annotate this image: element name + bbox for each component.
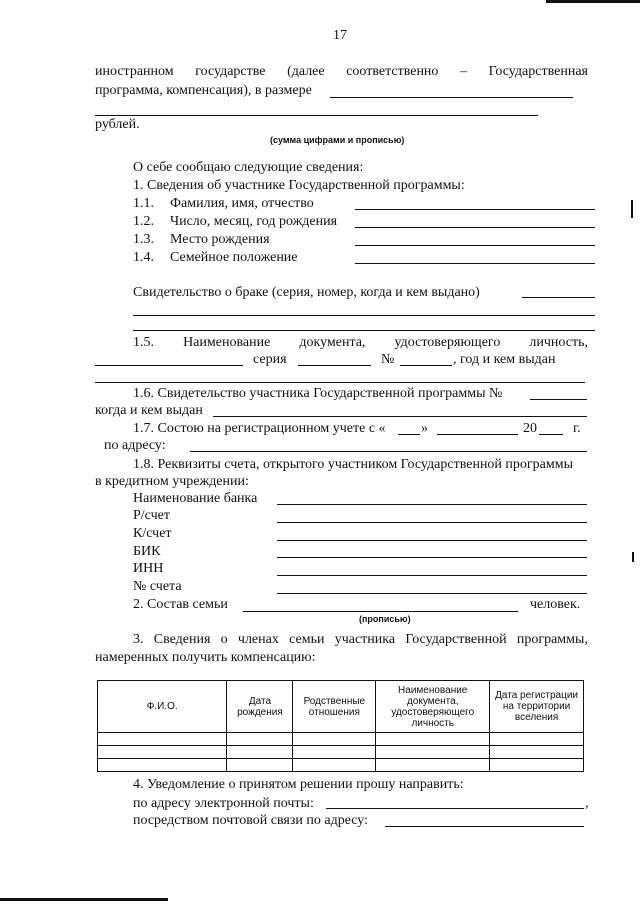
item16-label: 1.6. Свидетельство участника Государственной программы №: [133, 386, 503, 401]
corr-account-field[interactable]: [277, 540, 587, 541]
table-cell[interactable]: [293, 733, 376, 746]
item18-line-1: 1.8. Реквизиты счета, открытого участником Государственной программы: [133, 457, 574, 472]
birth-date-field[interactable]: [355, 227, 595, 228]
table-cell[interactable]: [227, 746, 293, 759]
item-label-birth-date: Число, месяц, год рождения: [170, 214, 338, 229]
word: соответственно: [346, 64, 439, 79]
word: личность,: [529, 335, 588, 350]
marriage-cert-field-3[interactable]: [133, 330, 595, 331]
table-cell[interactable]: [98, 733, 227, 746]
table-row: [98, 746, 584, 759]
item-label-marital-status: Семейное положение: [170, 250, 298, 265]
id-series-field[interactable]: [298, 365, 371, 366]
settlement-account-label: Р/счет: [133, 508, 170, 523]
account-number-field[interactable]: [277, 593, 587, 594]
series-label: серия: [253, 352, 287, 367]
address-label: по адресу:: [104, 438, 166, 453]
item15-line-1: [133, 335, 588, 351]
section4-title: 4. Уведомление о принятом решении прошу направить:: [133, 777, 464, 792]
email-field[interactable]: [326, 808, 584, 809]
item18-line-2: в кредитном учреждении:: [95, 474, 249, 489]
word: Наименование: [183, 335, 271, 350]
item-label-full-name: Фамилия, имя, отчество: [170, 196, 314, 211]
table-cell[interactable]: [376, 759, 490, 772]
settlement-account-field[interactable]: [277, 522, 587, 523]
table-cell[interactable]: [376, 733, 490, 746]
table-row: [98, 733, 584, 746]
in-words-caption: (прописью): [359, 614, 411, 624]
table-cell[interactable]: [490, 759, 584, 772]
item16-when-label: когда и кем выдан: [95, 403, 203, 418]
table-cell[interactable]: [490, 746, 584, 759]
number-sign: №: [381, 352, 395, 367]
bank-name-label: Наименование банка: [133, 491, 258, 506]
post-label: посредством почтовой связи по адресу:: [133, 813, 368, 828]
page-number: 17: [333, 28, 347, 43]
cert-issued-field[interactable]: [213, 416, 587, 417]
quote-close: »: [421, 421, 428, 436]
full-name-field[interactable]: [355, 209, 595, 210]
scan-right-mark: [632, 552, 634, 562]
table-cell[interactable]: [227, 759, 293, 772]
col-header-relation: Родственные отношения: [293, 681, 376, 733]
table-cell[interactable]: [293, 759, 376, 772]
word: Сведения: [153, 632, 211, 647]
word: –: [460, 64, 467, 79]
col-header-full-name: Ф.И.О.: [98, 681, 227, 733]
word: иностранном: [95, 64, 174, 79]
table-header-row: [98, 681, 584, 733]
word: документа,: [299, 335, 366, 350]
corr-account-label: К/счет: [133, 526, 172, 541]
post-address-field[interactable]: [385, 826, 584, 827]
col-header-id-document: Наименование документа, удостоверяющего личность: [376, 681, 490, 733]
word: удостоверяющего: [394, 335, 501, 350]
item17-label: 1.7. Состою на регистрационном учете с «: [133, 421, 386, 436]
inn-label: ИНН: [133, 561, 164, 576]
email-comma: ,: [585, 796, 589, 811]
intro-line-2: программа, компенсация), в размере: [95, 83, 312, 98]
word: (далее: [287, 64, 325, 79]
family-size-label: 2. Состав семьи: [133, 597, 228, 612]
item-number: 1.1.: [133, 196, 154, 211]
persons-suffix: человек.: [530, 597, 581, 612]
word: программы,: [516, 632, 588, 647]
word: государстве: [195, 64, 266, 79]
birth-place-field[interactable]: [355, 245, 595, 246]
bik-label: БИК: [133, 544, 161, 559]
marital-status-field[interactable]: [355, 263, 595, 264]
table-cell[interactable]: [98, 746, 227, 759]
family-size-field[interactable]: [243, 611, 518, 612]
word: 3.: [133, 632, 144, 647]
word: Государственная: [488, 64, 588, 79]
item-label-birth-place: Место рождения: [170, 232, 270, 247]
amount-blank[interactable]: [330, 97, 573, 98]
word: 1.5.: [133, 335, 154, 350]
id-number-field[interactable]: [400, 365, 452, 366]
section3-line-2: намеренных получить компенсацию:: [95, 650, 316, 665]
year-suffix: г.: [573, 421, 581, 436]
reg-day-field[interactable]: [398, 434, 420, 435]
item-number: 1.3.: [133, 232, 154, 247]
word: Государственной: [405, 632, 507, 647]
table-cell[interactable]: [376, 746, 490, 759]
word: членах: [237, 632, 279, 647]
reg-month-field[interactable]: [437, 434, 518, 435]
reg-address-field[interactable]: [190, 451, 587, 452]
word: участника: [334, 632, 396, 647]
rubles-label: рублей.: [95, 117, 140, 132]
id-doc-name-field[interactable]: [95, 365, 243, 366]
word: семьи: [289, 632, 325, 647]
bank-name-field[interactable]: [277, 504, 587, 505]
account-number-label: № счета: [133, 579, 182, 594]
bik-field[interactable]: [277, 557, 587, 558]
email-label: по адресу электронной почты:: [133, 796, 314, 811]
col-header-registration-date: Дата регистрации на территории вселения: [490, 681, 584, 733]
table-row: [98, 759, 584, 772]
scan-bottom-rule: [0, 898, 168, 901]
scan-top-rule: [546, 0, 640, 3]
sum-caption: (сумма цифрами и прописью): [270, 135, 405, 145]
issued-text: , год и кем выдан: [453, 352, 556, 367]
table-cell[interactable]: [227, 733, 293, 746]
table-cell[interactable]: [98, 759, 227, 772]
cert-number-field[interactable]: [530, 399, 587, 400]
inn-field[interactable]: [277, 575, 587, 576]
about-heading: О себе сообщаю следующие сведения:: [133, 160, 364, 175]
word: о: [220, 632, 228, 647]
marriage-cert-field-2[interactable]: [133, 315, 595, 316]
marriage-cert-field[interactable]: [522, 297, 595, 298]
reg-year-field[interactable]: [539, 434, 563, 435]
table-cell[interactable]: [490, 733, 584, 746]
item-number: 1.2.: [133, 214, 154, 229]
issued-label: [453, 352, 588, 368]
item-number: 1.4.: [133, 250, 154, 265]
id-issued-field[interactable]: [95, 382, 585, 383]
scan-right-mark: [631, 200, 633, 218]
table-cell[interactable]: [293, 746, 376, 759]
marriage-cert-label: Свидетельство о браке (серия, номер, когда и кем выдано): [133, 285, 480, 300]
intro-line-1: [95, 64, 588, 80]
col-header-birth-date: Дата рождения: [227, 681, 293, 733]
amount-blank-2[interactable]: [95, 115, 538, 116]
year-prefix: 20: [523, 421, 537, 436]
section3-line-1: [133, 632, 588, 648]
section1-title: 1. Сведения об участнике Государственной программы:: [133, 178, 465, 193]
family-members-table: [97, 680, 584, 772]
